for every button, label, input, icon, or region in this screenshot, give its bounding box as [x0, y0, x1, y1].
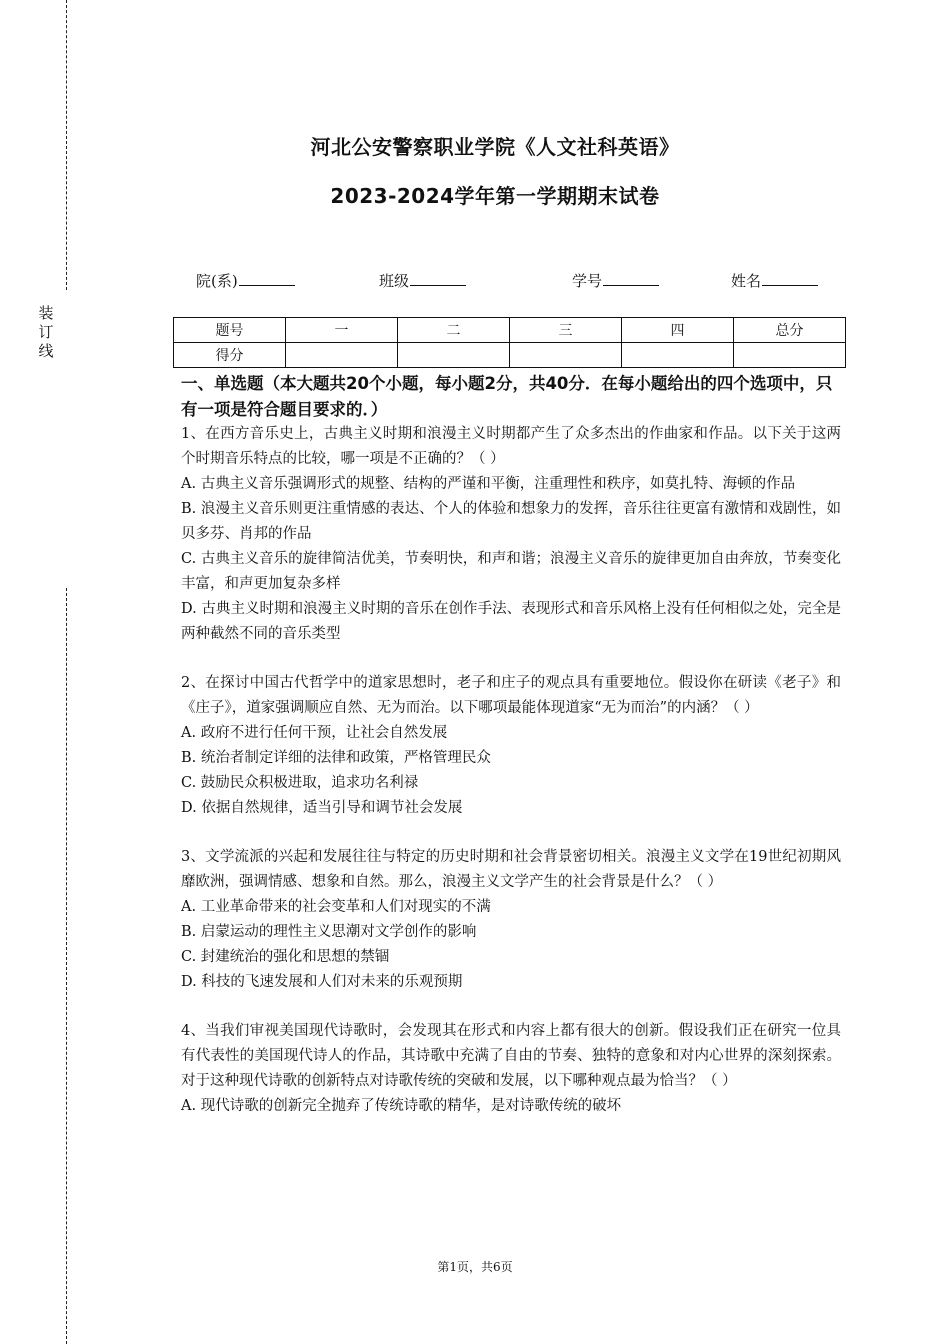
class-label: 班级: [379, 272, 410, 290]
score-cell[interactable]: [622, 343, 734, 368]
question: [181, 1019, 841, 1119]
question-option: C. 古典主义音乐的旋律简洁优美，节奏明快，和声和谐；浪漫主义音乐的旋律更加自由奔放，节奏变化丰富，和声更加复杂多样: [181, 551, 841, 592]
score-header-cell: 一: [286, 318, 398, 343]
score-cell[interactable]: [510, 343, 622, 368]
binding-line: [66, 0, 67, 290]
questions-body: [181, 422, 841, 1119]
question-option: D. 科技的飞速发展和人们对未来的乐观预期: [181, 974, 463, 990]
question-option: C. 鼓励民众积极进取，追求功名利禄: [181, 775, 419, 791]
score-table-score-row: [174, 343, 846, 368]
section-heading: 一、单选题（本大题共20个小题，每小题2分，共40分．在每小题给出的四个选项中，只有一项是符合题目要求的．）: [181, 374, 833, 419]
page-number: 第1页，共6页: [437, 1260, 513, 1274]
name-label: 姓名: [731, 272, 762, 290]
binding-char: 装: [38, 304, 54, 322]
score-header-cell: 三: [510, 318, 622, 343]
class-blank[interactable]: [410, 271, 466, 286]
exam-subtitle: 2023-2024学年第一学期期末试卷: [330, 184, 660, 208]
question-stem: 2、在探讨中国古代哲学中的道家思想时，老子和庄子的观点具有重要地位。假设你在研读《老子》和《庄子》，道家强调顺应自然、无为而治。以下哪项最能体现道家“无为而治”的内涵？（ ）: [181, 675, 841, 716]
question-option: A. 古典主义音乐强调形式的规整、结构的严谨和平衡，注重理性和秩序，如莫扎特、海顿的作品: [181, 476, 796, 492]
question: [181, 671, 841, 821]
question-option: B. 统治者制定详细的法律和政策，严格管理民众: [181, 750, 491, 766]
score-header-cell: 二: [398, 318, 510, 343]
department-label: 院(系): [196, 272, 238, 290]
score-table: [173, 317, 846, 368]
question-option: A. 工业革命带来的社会变革和人们对现实的不满: [181, 899, 491, 915]
question-stem: 4、当我们审视美国现代诗歌时，会发现其在形式和内容上都有很大的创新。假设我们正在研究一位具有代表性的美国现代诗人的作品，其诗歌中充满了自由的节奏、独特的意象和对内心世界的深刻探索。对于这种现代诗歌的创新特点对诗歌传统的突破和发展，以下哪种观点最为恰当？（ ）: [181, 1023, 841, 1089]
question-option: D. 古典主义时期和浪漫主义时期的音乐在创作手法、表现形式和音乐风格上没有任何相似之处，完全是两种截然不同的音乐类型: [181, 601, 841, 642]
question-option: D. 依据自然规律，适当引导和调节社会发展: [181, 800, 463, 816]
binding-char: 线: [38, 342, 54, 360]
student-id-blank[interactable]: [603, 271, 659, 286]
name-blank[interactable]: [762, 271, 818, 286]
name-field: [731, 270, 818, 291]
department-blank[interactable]: [239, 271, 295, 286]
exam-title: 河北公安警察职业学院《人文社科英语》: [310, 135, 680, 159]
question-option: A. 政府不进行任何干预，让社会自然发展: [181, 725, 448, 741]
score-cell[interactable]: [398, 343, 510, 368]
question-option: C. 封建统治的强化和思想的禁锢: [181, 949, 390, 965]
score-row-label: 得分: [174, 343, 286, 368]
student-id-field: [572, 270, 659, 291]
binding-label: [38, 304, 54, 361]
score-cell[interactable]: [286, 343, 398, 368]
student-id-label: 学号: [572, 272, 603, 290]
binding-char: 订: [38, 323, 54, 341]
score-header-cell: 题号: [174, 318, 286, 343]
score-cell[interactable]: [734, 343, 846, 368]
question: [181, 422, 841, 647]
question-option: B. 浪漫主义音乐则更注重情感的表达、个人的体验和想象力的发挥，音乐往往更富有激情和戏剧性，如贝多芬、肖邦的作品: [181, 501, 841, 542]
question-stem: 3、文学流派的兴起和发展往往与特定的历史时期和社会背景密切相关。浪漫主义文学在19世纪初期风靡欧洲，强调情感、想象和自然。那么，浪漫主义文学产生的社会背景是什么？（ ）: [181, 849, 841, 890]
question-option: A. 现代诗歌的创新完全抛弃了传统诗歌的精华，是对诗歌传统的破坏: [181, 1098, 622, 1114]
score-table-header-row: [174, 318, 846, 343]
class-field: [379, 270, 466, 291]
department-field: [196, 270, 295, 291]
binding-line: [66, 588, 67, 1344]
question-option: B. 启蒙运动的理性主义思潮对文学创作的影响: [181, 924, 477, 940]
question: [181, 845, 841, 995]
score-header-cell: 总分: [734, 318, 846, 343]
score-header-cell: 四: [622, 318, 734, 343]
question-stem: 1、在西方音乐史上，古典主义时期和浪漫主义时期都产生了众多杰出的作曲家和作品。以下关于这两个时期音乐特点的比较，哪一项是不正确的？（ ）: [181, 426, 841, 467]
